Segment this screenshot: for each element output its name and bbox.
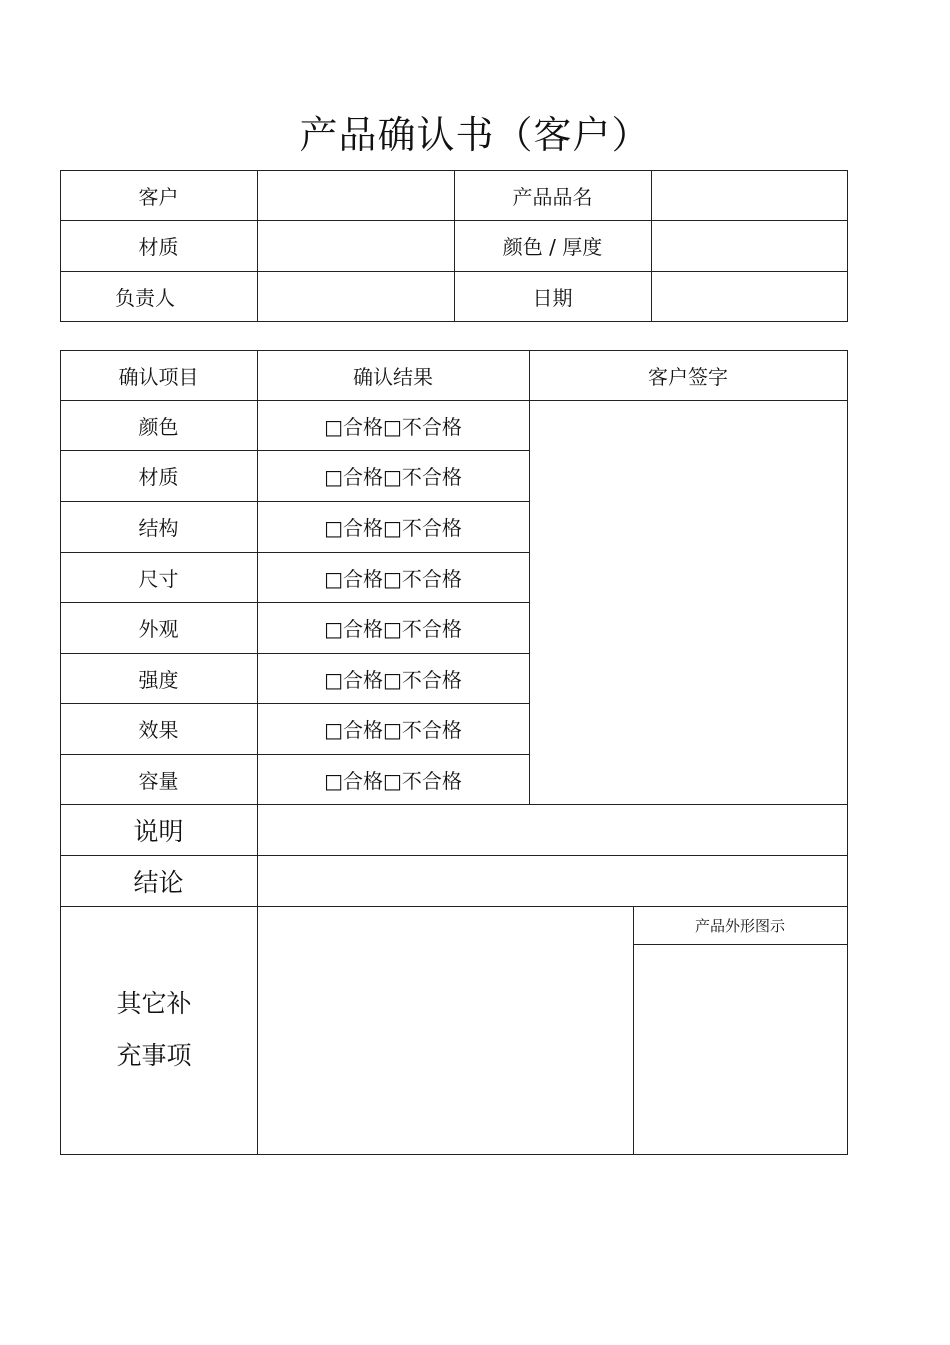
material-label: 材质	[138, 235, 179, 259]
confirm-result-header: 确认结果	[353, 364, 433, 389]
person-in-charge-label: 负责人	[115, 285, 175, 310]
item-material-result[interactable]: □合格□不合格	[324, 465, 462, 489]
date-value-field[interactable]	[651, 271, 847, 321]
customer-label: 客户	[138, 184, 179, 209]
date-label: 日期	[532, 285, 573, 310]
conclusion-field[interactable]	[257, 855, 847, 906]
other-matters-label	[60, 906, 248, 1154]
other-matters-label-line-1: 其它补	[116, 989, 192, 1018]
other-matters-field[interactable]	[257, 906, 633, 1154]
item-structure-result[interactable]: □合格□不合格	[324, 516, 462, 540]
product-name-value-field[interactable]	[651, 170, 847, 220]
item-color-result[interactable]: □合格□不合格	[324, 414, 462, 439]
customer-signature-field[interactable]	[529, 400, 847, 804]
person-in-charge-value-field[interactable]	[257, 271, 454, 321]
item-appearance-result[interactable]: □合格□不合格	[324, 617, 462, 641]
explanation-field[interactable]	[257, 804, 847, 855]
customer-value-field[interactable]	[257, 170, 454, 220]
product-name-label: 产品品名	[512, 184, 593, 209]
page-title: 产品确认书（客户）	[299, 113, 651, 157]
item-strength-result[interactable]: □合格□不合格	[324, 667, 462, 692]
other-matters-label-line-2: 充事项	[116, 1041, 192, 1070]
item-capacity-result[interactable]: □合格□不合格	[324, 768, 462, 793]
item-material-label: 材质	[138, 465, 179, 489]
customer-signature-header: 客户签字	[648, 364, 728, 389]
material-value-field[interactable]	[257, 220, 454, 271]
item-size-label: 尺寸	[138, 566, 179, 591]
item-effect-result[interactable]: □合格□不合格	[324, 718, 462, 742]
color-thickness-value-field[interactable]	[651, 220, 847, 271]
item-strength-label: 强度	[138, 667, 179, 692]
item-capacity-label: 容量	[138, 768, 179, 793]
item-structure-label: 结构	[138, 516, 179, 540]
product-shape-image-area[interactable]	[633, 944, 847, 1154]
color-thickness-label: 颜色 / 厚度	[502, 235, 603, 259]
item-size-result[interactable]: □合格□不合格	[324, 566, 462, 591]
explanation-label: 说明	[133, 816, 184, 846]
conclusion-label: 结论	[133, 867, 184, 897]
item-color-label: 颜色	[138, 414, 179, 439]
item-effect-label: 效果	[138, 718, 179, 742]
item-appearance-label: 外观	[138, 617, 179, 641]
product-shape-label: 产品外形图示	[694, 916, 785, 935]
confirm-item-header: 确认项目	[118, 364, 199, 389]
